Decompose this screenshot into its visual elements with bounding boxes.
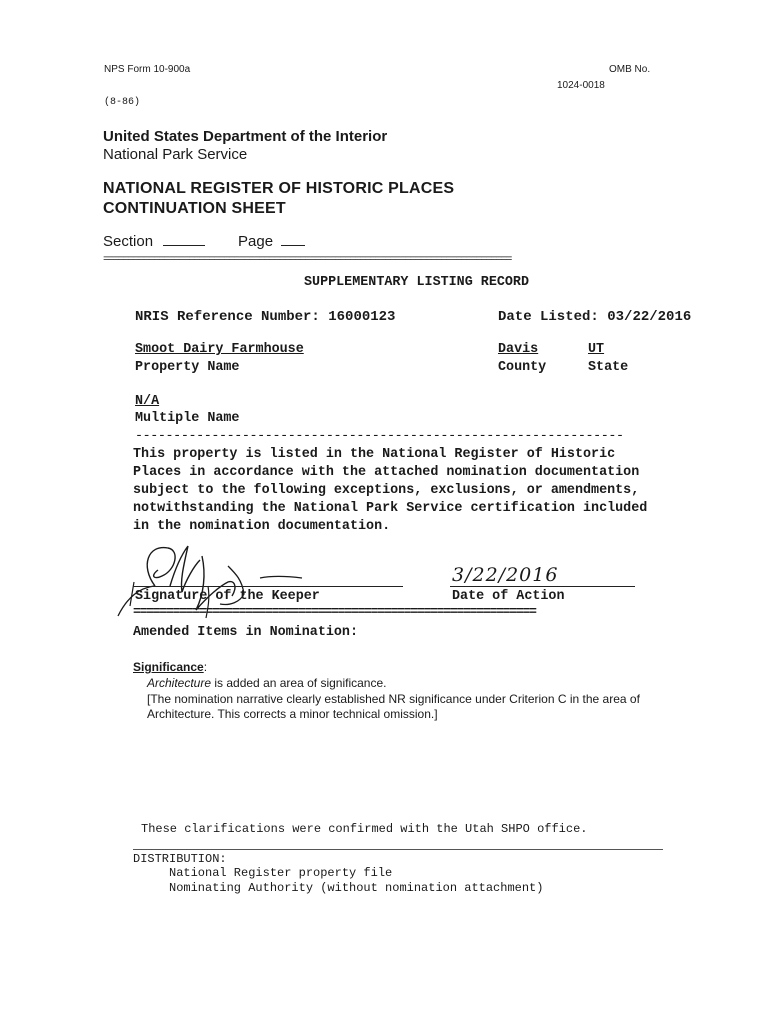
dash-divider: ---------------------------------------------------------------- (135, 429, 624, 444)
handwritten-action-date: 3/22/2016 (452, 564, 559, 586)
listing-statement (133, 446, 647, 536)
register-title: NATIONAL REGISTER OF HISTORIC PLACES (103, 180, 455, 197)
amended-items-label: Amended Items in Nomination: (133, 625, 358, 640)
record-heading: SUPPLEMENTARY LISTING RECORD (304, 275, 529, 290)
statement-line: in the nomination documentation. (133, 519, 391, 534)
statement-line: notwithstanding the National Park Service certification included (133, 501, 648, 516)
county-label: County (498, 360, 547, 375)
multiple-name-label: Multiple Name (135, 411, 240, 426)
date-listed-value: 03/22/2016 (607, 309, 692, 325)
page-label: Page (238, 233, 274, 250)
page-blank (281, 233, 305, 246)
nris-reference (135, 309, 395, 325)
significance-colon: : (203, 660, 208, 674)
section-label: Section (103, 233, 154, 250)
continuation-title: CONTINUATION SHEET (103, 200, 286, 217)
omb-label: OMB No. (609, 64, 651, 75)
date-listed-label: Date Listed: (498, 309, 599, 325)
distribution-rule (133, 849, 663, 850)
keeper-label: Signature of the Keeper (135, 589, 320, 604)
statement-line: This property is listed in the National Register of Historic (133, 447, 616, 462)
nris-ref-label: NRIS Reference Number: (135, 309, 320, 325)
date-line (450, 586, 635, 587)
department-name: United States Department of the Interior (103, 128, 388, 145)
property-name-label: Property Name (135, 360, 240, 375)
clarification-note: These clarifications were confirmed with the Utah SHPO office. (141, 822, 588, 836)
statement-line: subject to the following exceptions, exclusions, or amendments, (133, 483, 640, 498)
statement-line: Places in accordance with the attached nomination documentation (133, 465, 640, 480)
county-value: Davis (498, 342, 539, 357)
nris-ref-value: 16000123 (328, 309, 396, 325)
signature-line (133, 586, 403, 587)
property-name: Smoot Dairy Farmhouse (135, 342, 304, 357)
significance-note-line: [The nomination narrative clearly established NR significance under Criterion C in the area of (147, 692, 640, 706)
distribution-item: National Register property file (169, 866, 393, 880)
omb-number: 1024-0018 (557, 80, 605, 91)
state-label: State (588, 360, 629, 375)
significance-line-rest: is added an area of significance. (211, 676, 387, 690)
state-value: UT (588, 342, 605, 357)
significance-heading-text: Significance (133, 660, 204, 674)
significance-line (147, 676, 386, 690)
section-blank (163, 233, 205, 246)
multiple-name-value: N/A (135, 394, 160, 409)
distribution-label: DISTRIBUTION: (133, 852, 227, 866)
section-field (103, 233, 205, 250)
significance-area: Architecture (147, 676, 212, 690)
service-name: National Park Service (103, 146, 248, 163)
top-divider: ================================================================================= (103, 254, 511, 266)
significance-note-line: Architecture. This corrects a minor technical omission.] (147, 707, 438, 721)
form-number: NPS Form 10-900a (104, 64, 191, 75)
date-listed (498, 309, 691, 325)
distribution-item: Nominating Authority (without nomination attachment) (169, 881, 544, 895)
page-field (238, 233, 305, 250)
date-of-action-label: Date of Action (452, 589, 565, 604)
signature-divider: ============================================================= (133, 604, 536, 619)
significance-heading (133, 660, 207, 674)
form-revision: (8-86) (104, 97, 141, 108)
